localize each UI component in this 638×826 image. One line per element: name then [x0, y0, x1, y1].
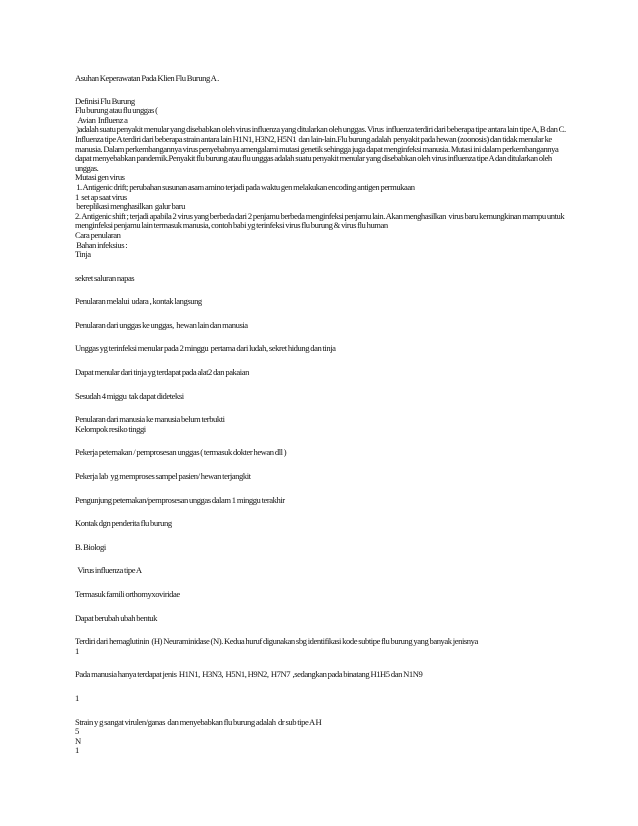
marker: 1 — [75, 692, 79, 703]
risk-item: Pengunjung peternakan/pemprosesan unggas dalam 1 minggu terakhir — [75, 494, 285, 505]
transmission-item: Penularan melalui udara , kontak langsung — [75, 296, 202, 307]
antigenic-shift: 2. Antigenic shift ; terjadi apabila 2 virus yang berbeda dari 2 penjamu berbeda menginfeksi penjamu lain. Akan menghasilkan virus baru kemungkinan mampu untuk menginfeksi penjamu lain termasuk manusia, contoh babi yg terinfeksi virus flu burung & virus flu human — [75, 210, 566, 231]
spacer — [75, 458, 567, 472]
transmission-item: Penularan dari manusia ke manusia belum terbukti — [75, 414, 225, 425]
definition-line-1: Flu burung atau flu unggas ( — [75, 105, 158, 116]
subtype-marker: N — [75, 735, 81, 746]
virus-composition: Terdiri dari hemaglutinin (H) Neuraminidase (N). Kedua huruf digunakan sbg identifikasi kode subtipe flu burung yang banyak jenisnya — [75, 636, 478, 647]
transmission-heading: Cara penularan — [75, 229, 121, 240]
risk-item: Pekerja lab yg memproses sampel pasien/ hewan terjangkit — [75, 471, 251, 482]
drift-line-2: 1 set ap saat virus — [75, 191, 127, 202]
spacer — [75, 704, 567, 718]
drift-line-3: bereplikasi menghasilkan galur baru — [75, 201, 185, 212]
subtype-marker: 1 — [75, 745, 79, 756]
spacer — [75, 600, 567, 614]
virus-shape: Dapat berubah ubah bentuk — [75, 612, 157, 623]
spacer — [75, 354, 567, 368]
infectious-material: Bahan infeksius : — [75, 239, 128, 250]
spacer — [75, 482, 567, 496]
strain-statement: Strain y g sangat virulen/ganas dan menyebabkan flu burung adalah dr sub tipe A H — [75, 716, 322, 727]
virus-family: Termasuk famili orthomyxoviridae — [75, 589, 180, 599]
document-title: Asuhan Keperawatan Pada Klien Flu Burung A . — [75, 73, 219, 83]
definition-paragraph: )adalah suatu penyakit menular yang disebabkan oleh virus influenza yang ditularkan oleh unggas. Virus influenza terdiri dari beberapa tipe antara lain tipe A, B dan C. Influenza tipe A terdiri dari beberapa strain antara lain H1N1, H3N2, H5N1 dan lain-lain.Flu burung adalah penyakit pada hewan (zoonosis) dan tidak menular ke manusia. Dalam perkembangannya virus penyebabnya amengalami mutasi genetik sehingga juga dapat menginfeksi manusia. Mutasi ini dalam perkembangannya dapat menyebabkan pandemik.Penyakit flu burung atau flu unggas adalah suatu penyakit menular yang disebabkan oleh virus influenza tipe A dan ditularkan oleh unggas. — [75, 124, 567, 173]
spacer — [75, 576, 567, 590]
spacer — [75, 680, 567, 694]
spacer — [75, 552, 567, 566]
risk-item: Pekerja peternakan / pemprosesan unggas ( termasuk dokter hewan dll ) — [75, 447, 287, 458]
transmission-item: Sesudah 4 miggu tak dapat dideteksi — [75, 390, 184, 401]
subtype-marker: 5 — [75, 726, 79, 737]
spacer — [75, 84, 567, 97]
material-item-sekret: sekret saluran napas — [75, 272, 135, 283]
material-item-tinja: Tinja — [75, 249, 91, 260]
transmission-item: Dapat menular dari tinja yg terdapat pada alat2 dan pakaian — [75, 367, 249, 378]
spacer — [75, 378, 567, 392]
marker: 1 — [75, 645, 79, 656]
spacer — [75, 505, 567, 519]
spacer — [75, 330, 567, 344]
spacer — [75, 307, 567, 321]
spacer — [75, 283, 567, 297]
biology-heading: B. Biologi — [75, 541, 106, 552]
spacer — [75, 623, 567, 637]
definition-line-2: Avian Influenz a — [75, 114, 128, 125]
virus-type: Virus influenza tipe A — [75, 565, 142, 576]
spacer — [75, 401, 567, 415]
risk-group-heading: Kelompok resiko tinggi — [75, 423, 146, 434]
spacer — [75, 434, 567, 448]
spacer — [75, 260, 567, 274]
transmission-item: Unggas yg terinfeksi menular pada 2 minggu pertama dari ludah, sekret hidung dan tinja — [75, 343, 336, 354]
mutation-heading: Mutasi gen virus — [75, 172, 125, 183]
transmission-item: Penularan dari unggas ke unggas, hewan lain dan manusia — [75, 319, 248, 330]
document-body — [75, 74, 567, 756]
definition-heading: Definisi Flu Burung — [75, 95, 135, 106]
spacer — [75, 656, 567, 670]
human-subtypes: Pada manusia hanya terdapat jenis H1N1, H3N3, H5N1, H9N2, H7N7 ,sedangkan pada binatang H1H5 dan N1N9 — [75, 669, 423, 680]
risk-item: Kontak dgn penderita flu burung — [75, 518, 172, 529]
antigenic-drift: 1. Antigenic drift; perubahan susunan asam amino terjadi pada waktu gen melakukan encoding antigen permukaan — [75, 181, 415, 192]
spacer — [75, 529, 567, 543]
